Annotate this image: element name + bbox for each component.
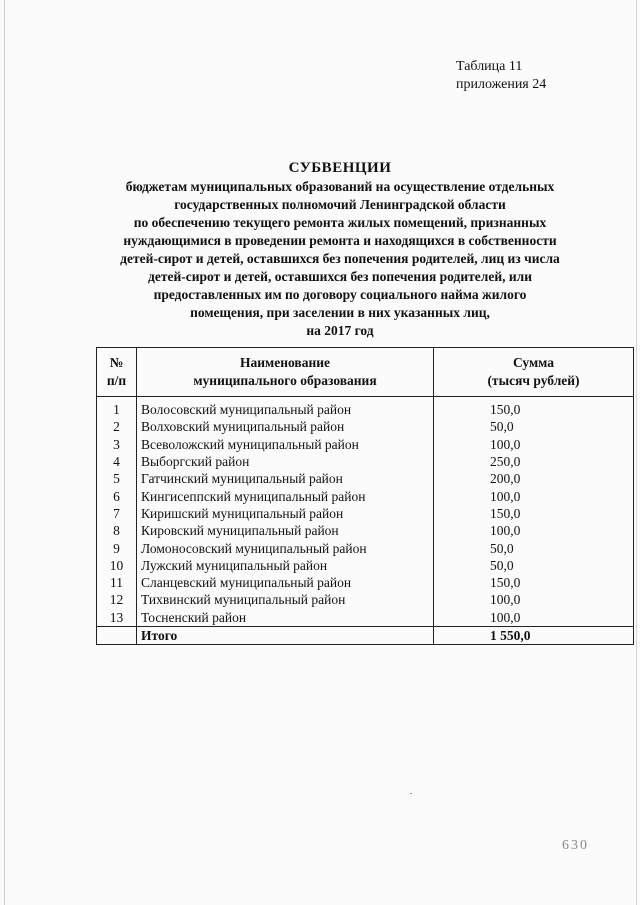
subventions-table (96, 347, 634, 645)
table-row (97, 487, 634, 504)
row-sum: 150,0 (434, 505, 634, 522)
row-sum: 100,0 (434, 487, 634, 504)
table-row (97, 418, 634, 435)
row-num: 2 (97, 418, 137, 435)
page-number: 630 (562, 838, 589, 853)
row-sum: 150,0 (434, 397, 634, 419)
table-row (97, 397, 634, 419)
table-row (97, 436, 634, 453)
row-name: Гатчинский муниципальный район (137, 470, 434, 487)
table-total-row (97, 626, 634, 644)
total-label: Итого (137, 626, 434, 644)
row-name: Выборгский район (137, 453, 434, 470)
row-num: 3 (97, 436, 137, 453)
document-title (60, 158, 620, 340)
table-row (97, 574, 634, 591)
row-sum: 200,0 (434, 470, 634, 487)
row-sum: 50,0 (434, 557, 634, 574)
row-name: Кировский муниципальный район (137, 522, 434, 539)
row-name: Кингисеппский муниципальный район (137, 487, 434, 504)
row-name: Волховский муниципальный район (137, 418, 434, 435)
row-num: 5 (97, 470, 137, 487)
header-sum-line2: (тысяч рублей) (487, 373, 580, 388)
header-num-line1: № (109, 355, 124, 370)
row-sum: 100,0 (434, 522, 634, 539)
row-name: Ломоносовский муниципальный район (137, 539, 434, 556)
row-num: 13 (97, 609, 137, 627)
title-line: детей-сирот и детей, оставшихся без попечения родителей, лиц из числа (120, 251, 560, 266)
scan-speck (410, 793, 412, 794)
title-line: по обеспечению текущего ремонта жилых помещений, признанных (133, 215, 547, 230)
total-num (97, 626, 137, 644)
table-header-row (97, 348, 634, 397)
row-num: 12 (97, 591, 137, 608)
table-row (97, 505, 634, 522)
title-line: предоставленных им по договору социального найма жилого (153, 287, 527, 302)
header-name-line2: муниципального образования (193, 373, 377, 388)
title-line: детей-сирот и детей, оставшихся без попечения родителей, или (148, 269, 532, 284)
row-num: 6 (97, 487, 137, 504)
title-line: нуждающимися в проведении ремонта и находящихся в собственности (123, 233, 557, 248)
title-line: на 2017 год (306, 323, 374, 338)
row-name: Всеволожский муниципальный район (137, 436, 434, 453)
header-num (97, 348, 137, 397)
row-num: 1 (97, 397, 137, 419)
table-row (97, 557, 634, 574)
row-name: Сланцевский муниципальный район (137, 574, 434, 591)
header-sum-line1: Сумма (512, 355, 555, 370)
title-main: СУБВЕНЦИИ (288, 160, 392, 176)
table-row (97, 591, 634, 608)
table-reference (456, 58, 546, 94)
table-row (97, 470, 634, 487)
row-sum: 250,0 (434, 453, 634, 470)
row-num: 10 (97, 557, 137, 574)
header-num-line2: п/п (106, 373, 127, 388)
scan-edge-left (4, 0, 5, 905)
title-line: бюджетам муниципальных образований на осуществление отдельных (125, 179, 555, 194)
table-row (97, 453, 634, 470)
row-name: Тосненский район (137, 609, 434, 627)
title-line: государственных полномочий Ленинградской области (174, 197, 506, 212)
row-sum: 100,0 (434, 609, 634, 627)
row-num: 7 (97, 505, 137, 522)
row-sum: 50,0 (434, 418, 634, 435)
table-row (97, 522, 634, 539)
row-name: Волосовский муниципальный район (137, 397, 434, 419)
header-sum (434, 348, 634, 397)
row-sum: 100,0 (434, 436, 634, 453)
row-num: 9 (97, 539, 137, 556)
table-reference-line1: Таблица 11 (456, 59, 523, 74)
table-reference-line2: приложения 24 (456, 77, 547, 92)
row-sum: 150,0 (434, 574, 634, 591)
total-sum: 1 550,0 (434, 626, 634, 644)
scan-edge-right (636, 0, 637, 905)
row-num: 4 (97, 453, 137, 470)
header-name (137, 348, 434, 397)
table-row (97, 539, 634, 556)
row-name: Тихвинский муниципальный район (137, 591, 434, 608)
row-num: 11 (97, 574, 137, 591)
row-sum: 100,0 (434, 591, 634, 608)
row-name: Киришский муниципальный район (137, 505, 434, 522)
row-num: 8 (97, 522, 137, 539)
row-name: Лужский муниципальный район (137, 557, 434, 574)
title-line: помещения, при заселении в них указанных лиц, (190, 305, 490, 320)
table-row (97, 609, 634, 627)
header-name-line1: Наименование (240, 355, 330, 370)
row-sum: 50,0 (434, 539, 634, 556)
